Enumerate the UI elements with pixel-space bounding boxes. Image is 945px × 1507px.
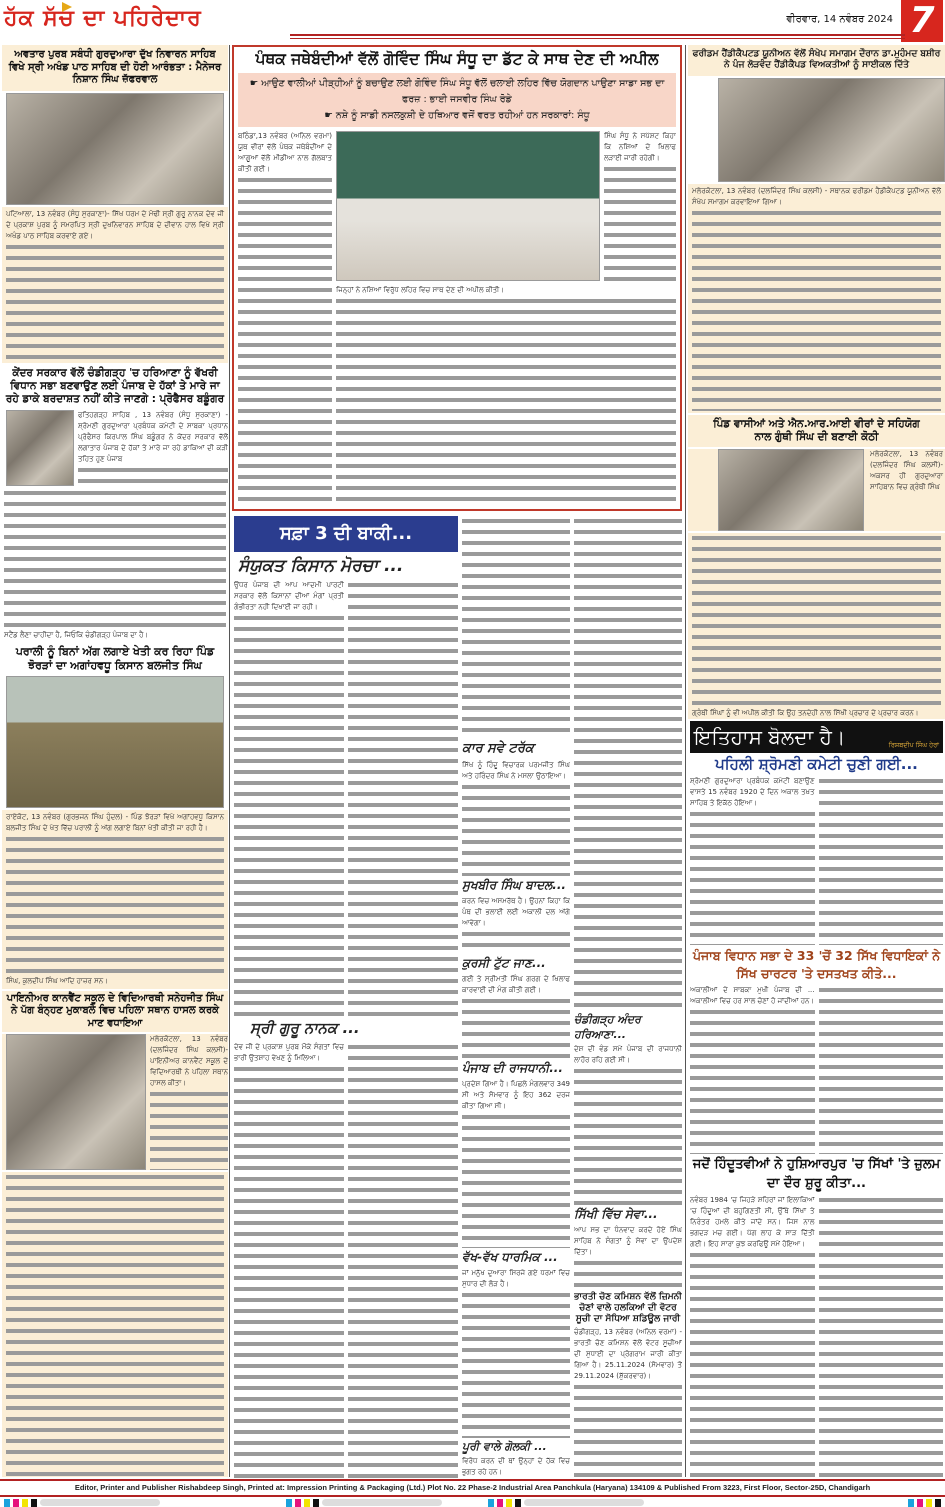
text-lines	[574, 516, 682, 1011]
text-lines	[348, 580, 458, 1016]
article-body	[78, 410, 228, 486]
cmyk-mark	[917, 1499, 923, 1507]
cmyk-mark	[22, 1499, 28, 1507]
article-body	[462, 1268, 570, 1438]
headline-handicapped-union: ਫਰੀਡਮ ਹੈਂਡੀਕੈਪਟਡ ਯੂਨੀਅਨ ਵੱਲੋਂ ਸੰਖੇਪ ਸਮਾਗਮ ਦੌਰਾਨ ਡਾ.ਮੁਹੰਮਦ ਬਸ਼ੀਰ ਨੇ ਪੰਜ ਲੋੜਵੰਦ ਹੈਂਡੀਕੈਪਡ ਵਿਅਕਤੀਆਂ ਨੂੰ ਸਾਈਕਲ ਦਿੱਤੇ	[688, 45, 945, 76]
article-body	[2, 1172, 228, 1477]
section-title: ਸਿੱਖੀ ਵਿੱਚ ਸੇਵਾ...	[574, 1207, 658, 1222]
section-title: ਸੁਖਬੀਰ ਸਿੰਘ ਬਾਦਲ...	[462, 878, 566, 893]
body-text: ਦੇਸ਼ ਦੀ ਵੰਡ ਸਮੇਂ ਪੰਜਾਬ ਦੀ ਰਾਜਧਾਨੀ ਲਾਹੌਰ ਰਹਿ ਗਈ ਸੀ।	[574, 1044, 682, 1064]
text-lines	[6, 1172, 224, 1477]
main-body	[238, 131, 676, 506]
photo-granthi	[718, 449, 864, 531]
cmyk-mark	[926, 1499, 932, 1507]
registration-marks	[0, 1498, 945, 1507]
pioneer-row	[2, 1034, 228, 1170]
body-text: ਗ੍ਰੰਥੀ ਸਿੰਘਾਂ ਨੂੰ ਵੀ ਅਪੀਲ ਕੀਤੀ ਕਿ ਉਹ ਤਨਦੇਹੀ ਨਾਲ ਸਿੱਖੀ ਪ੍ਰਚਾਰ ਦੇ ਪ੍ਰਚਾਰ ਕਰਨ।	[692, 708, 919, 717]
article-body	[336, 285, 676, 506]
body-text: ਪਟਿਆਲਾ, 13 ਨਵੰਬਰ (ਸੰਧੂ ਸੁਰਕਾਣਾ)- ਸਿੱਖ ਧਰਮ ਦੇ ਮੋਢੀ ਸ੍ਰੀ ਗੁਰੂ ਨਾਨਕ ਦੇਵ ਜੀ ਦੇ ਪ੍ਰਕਾਸ਼ ਪੁਰਬ ਨੂੰ ਸਮਰਪਿਤ ਸ੍ਰੀ ਦੁਖਨਿਵਾਰਨ ਸਾਹਿਬ ਦੇ ਦੀਵਾਨ ਹਾਲ ਵਿਖੇ ਸ੍ਰੀ ਅਖੰਡ ਪਾਠ ਸਾਹਿਬ ਕਰਵਾਏ ਗਏ।	[6, 209, 224, 240]
body-text: ਵਿਰੋਧ ਕਰਨ ਦੀ ਥਾਂ ਉਨ੍ਹਾਂ ਦੇ ਹੱਕ ਵਿਚ ਭੁਗਤ ਰਹੇ ਹਨ।	[462, 1457, 570, 1476]
article-body	[690, 985, 815, 1154]
cmyk-mark	[488, 1499, 494, 1507]
text-lines	[6, 242, 224, 361]
history-title: ਇਤਿਹਾਸ ਬੋਲਦਾ ਹੈ।	[694, 724, 846, 749]
body-text: ਜਾਂ ਮਨੁੱਖ ਦੁਆਰਾ ਸਿਰਜੇ ਗਏ ਧਰਮਾਂ ਵਿਚ ਸੁਧਾਰ ਦੀ ਲੋੜ ਹੈ।	[462, 1268, 570, 1288]
section-title: ਸੰਯੁਕਤ ਕਿਸਾਨ ਮੋਰਚਾ ...	[238, 556, 404, 576]
gray-bar	[322, 1499, 442, 1506]
article-body	[348, 580, 458, 1016]
cmyk-mark	[4, 1499, 10, 1507]
photo-student	[6, 1034, 146, 1170]
headline-pioneer-school: ਪਾਇਨੀਅਰ ਕਾਨਵੈਂਟ ਸਕੂਲ ਦੇ ਵਿਦਿਆਰਥੀ ਸਨੇਹਜੀਤ ਸਿੰਘ ਨੇ ਪੱਗ ਬੰਨ੍ਹਣ ਮੁਕਾਬਲੇ ਵਿਚ ਪਹਿਲਾ ਸਥਾਨ ਹਾਸਲ ਕਰਕੇ ਮਾਣ ਵਧਾਇਆ	[2, 991, 228, 1033]
text-lines	[819, 1195, 944, 1477]
body-row	[688, 1195, 945, 1477]
text-lines	[4, 488, 226, 629]
logo-flag-icon	[62, 2, 72, 12]
body-text: ਉਧਰ ਪੰਜਾਬ ਦੀ ਆਪ ਆਦਮੀ ਪਾਰਟੀ ਸਰਕਾਰ ਵੱਲੋਂ ਕਿਸਾਨਾਂ ਦੀਆਂ ਮੰਗਾਂ ਪ੍ਰਤੀ ਗੰਭੀਰਤਾ ਨਹੀਂ ਦਿਖਾਈ ਜਾ ਰਹੀ।	[234, 581, 344, 612]
photo-badungar	[6, 410, 74, 486]
body-text: ਸਿੱਖ ਨੂੰ ਹਿੰਦੂ ਵਿਚਾਰਕ ਪਰਮਜੀਤ ਸਿੰਘ ਅਤੇ ਹਰਿੰਦਰ ਸਿੰਘ ਨੇ ਮਸਲਾ ਉਠਾਇਆ।	[462, 760, 570, 780]
headline-election-commission: ਭਾਰਤੀ ਚੋਣ ਕਮਿਸ਼ਨ ਵੱਲੋਂ ਜ਼ਿਮਨੀ ਚੋਣਾਂ ਵਾਲੇ ਹਲਕਿਆਂ ਦੀ ਵੋਟਰ ਸੂਚੀ ਦਾ ਸੋਧਿਆ ਸ਼ਡਿਊਲ ਜਾਰੀ	[574, 1291, 682, 1325]
body-text: ਪ੍ਰਦੇਸ਼ ਗਿਆ ਹੈ। ਪਿਛਲੇ ਮੰਗਲਵਾਰ 349 ਸੀ ਅਤੇ ਸੋਮਵਾਰ ਨੂੰ ਇਹ 362 ਦਰਜ ਕੀਤਾ ਗਿਆ ਸੀ।	[462, 1079, 570, 1110]
body-text: ਨਵੰਬਰ 1984 'ਚ ਜਿਹੜੇ ਸ਼ਹਿਰਾਂ ਜਾਂ ਇਲਾਕਿਆਂ 'ਚ ਹਿੰਦੂਆਂ ਦੀ ਬਹੁਗਿਣਤੀ ਸੀ, ਉੱਥੇ ਸਿੱਖਾਂ ਤੇ ਨਿਰੰਤਰ ਹਮਲੇ ਕੀਤੇ ਜਾਂਦੇ ਸਨ। ਜਿਸ ਨਾਲ ਭਗਦੜ ਮਚ ਗਈ। ਪੱਗ ਲਾਹ ਕੇ ਸਾੜ ਦਿੱਤੀ ਗਈ। ਇਹ ਸਾਰਾ ਕੁਝ ਕਰਫਿਊ ਸਮੇਂ ਹੋਇਆ।	[690, 1196, 815, 1249]
column-divider	[685, 45, 686, 1477]
article-body	[462, 1079, 570, 1249]
section-title: ਵੱਖ-ਵੱਖ ਧਾਰਮਿਕ ...	[462, 1250, 558, 1265]
body-text: ਸਿੰਘ ਸੰਧੂ ਨੇ ਸਪੱਸ਼ਟ ਕਿਹਾ ਕਿ ਨਸ਼ਿਆਂ ਦੇ ਖਿਲਾਫ ਲੜਾਈ ਜਾਰੀ ਰਹੇਗੀ।	[604, 132, 676, 163]
article-body	[462, 896, 570, 954]
body-text: ਸਟੈਂਡ ਲੈਣਾ ਚਾਹੀਦਾ ਹੈ, ਜਿਓਕਿ ਚੰਡੀਗੜ੍ਹ ਪੰਜਾਬ ਦਾ ਹੈ।	[4, 630, 149, 639]
gray-bar	[40, 1499, 160, 1506]
article-body	[462, 974, 570, 1059]
subhead-jasvir-rode: ☛ ਆਉਣ ਵਾਲੀਆਂ ਪੀੜ੍ਹੀਆਂ ਨੂੰ ਬਚਾਉਣ ਲਈ ਗੋਵਿੰਦ ਸਿੰਘ ਸੰਧੂ ਵੱਲੋਂ ਚਲਾਈ ਲਹਿਰ ਵਿੱਚ ਯੋਗਦਾਨ ਪਾਉਣਾ ਸਾਡਾ ਸਭ ਦਾ ਫਰਜ਼ : ਭਾਈ ਜਸਵੀਰ ਸਿੰਘ ਰੋਡੇ	[249, 78, 665, 106]
text-lines	[819, 985, 944, 1154]
text-lines	[6, 834, 224, 975]
masthead	[0, 0, 945, 44]
section-title: ਚੰਡੀਗੜ੍ਹ ਅੰਦਰ ਹਰਿਆਣਾ...	[574, 1013, 641, 1041]
text-lines	[690, 1007, 815, 1154]
article-body	[868, 449, 945, 531]
article-body	[604, 131, 676, 281]
text-lines	[692, 533, 941, 708]
body-text: ਮਲੇਰਕੋਟਲਾ, 13 ਨਵੰਬਰ (ਦਲਜਿੰਦਰ ਸਿੰਘ ਕਲਸੀ)- ਪਾਇਨੀਅਰ ਕਾਨਵੈਂਟ ਸਕੂਲ ਦੇ ਵਿਦਿਆਰਥੀ ਨੇ ਪਹਿਲਾ ਸਥਾਨ ਹਾਸਲ ਕੀਤਾ।	[150, 1035, 228, 1088]
article-body	[234, 1042, 344, 1478]
section-title: ਕਾਰ ਸਵੇ ਟਰੱਕ	[462, 740, 534, 756]
section-title: ਪੰਜਾਬ ਦੀ ਰਾਜਧਾਨੀ...	[462, 1060, 563, 1075]
article-body	[688, 533, 945, 719]
center-column-4	[574, 516, 682, 1478]
section-body-row	[234, 580, 458, 1016]
body-text: ਮਲੇਰਕੋਟਲਾ, 13 ਨਵੰਬਰ (ਦਲਜਿੰਦਰ ਸਿੰਘ ਕਲਸੀ) - ਸਥਾਨਕ ਫਰੀਡਮ ਹੈਂਡੀਕੈਪਟਡ ਯੂਨੀਅਨ ਵੱਲੋਂ ਸੰਖੇਪ ਸਮਾਗਮ ਕਰਵਾਇਆ ਗਿਆ।	[692, 186, 941, 206]
main-right	[336, 131, 676, 506]
subhead-sandhu: ☛ ਨਸ਼ੇ ਨੂੰ ਸਾਡੀ ਨਸਲਕੁਸ਼ੀ ਦੇ ਹਥਿਆਰ ਵਜੋਂ ਵਰਤ ਰਹੀਆਂ ਹਨ ਸਰਕਾਰਾਂ: ਸੰਧੂ	[324, 110, 590, 122]
main-subheads	[238, 73, 676, 127]
issue-date: ਵੀਰਵਾਰ, 14 ਨਵੰਬਰ 2024	[786, 14, 893, 25]
article-body	[690, 776, 815, 945]
text-lines	[348, 1042, 458, 1478]
headline-granthi-house: ਪਿੰਡ ਵਾਸੀਆਂ ਅਤੇ ਐਨ.ਆਰ.ਆਈ ਵੀਰਾਂ ਦੇ ਸਹਿਯੋਗ ਨਾਲ ਗੁੰਥੀ ਸਿੰਘ ਦੀ ਬਣਾਈ ਕੋਠੀ	[688, 415, 945, 447]
body-row	[688, 985, 945, 1154]
text-lines	[819, 776, 944, 945]
body-text: ਅਕਾਲੀਆਂ ਦੇ ਸਾਬਕਾ ਮੁਖੀ ਪੰਜਾਬ ਦੀ ... ਅਕਾਲੀਆਂ ਵਿਚ ਹਰ ਸਾਲ ਚੋਣਾਂ ਹੋ ਜਾਂਦੀਆਂ ਹਨ।	[690, 985, 815, 1005]
cmyk-mark	[304, 1499, 310, 1507]
cmyk-mark	[286, 1499, 292, 1507]
headline-hoshiarpur: ਜਦੋਂ ਹਿੰਦੂਤਵੀਆਂ ਨੇ ਹੁਸ਼ਿਆਰਪੁਰ 'ਚ ਸਿੱਖਾਂ 'ਤੇ ਜ਼ੁਲਮ ਦਾ ਦੌਰ ਸ਼ੁਰੂ ਕੀਤਾ...	[692, 1156, 941, 1191]
main-headline: ਪੰਥਕ ਜਥੇਬੰਦੀਆਂ ਵੱਲੋਂ ਗੋਵਿੰਦ ਸਿੰਘ ਸੰਧੂ ਦਾ ਡੱਟ ਕੇ ਸਾਥ ਦੇਣ ਦੀ ਅਪੀਲ	[255, 50, 659, 68]
history-banner	[690, 721, 943, 753]
body-text: ਦੇਵ ਜੀ ਦੇ ਪ੍ਰਕਾਸ਼ ਪੁਰਬ ਮੌਕੇ ਸੰਗਤਾਂ ਵਿਚ ਭਾਰੀ ਉਤਸ਼ਾਹ ਵੇਖਣ ਨੂੰ ਮਿਲਿਆ।	[234, 1042, 344, 1062]
logo: ਹੱਕ ਸੱਚ ਦਾ ਪਹਿਰੇਦਾਰ	[4, 6, 202, 31]
article-body	[574, 1225, 682, 1290]
column-divider	[229, 45, 230, 1477]
article-body	[574, 1327, 682, 1478]
text-lines	[690, 809, 815, 945]
article-body	[462, 760, 570, 877]
body-text: ਚੰਡੀਗੜ੍ਹ, 13 ਨਵੰਬਰ (ਅਨਿਲ ਵਰਮਾ) - ਭਾਰਤੀ ਚੋਣ ਕਮਿਸ਼ਨ ਵੱਲੋਂ ਵੋਟਰ ਸੂਚੀਆਂ ਦੀ ਸੁਧਾਈ ਦਾ ਪ੍ਰੋਗਰਾਮ ਜਾਰੀ ਕੀਤਾ ਗਿਆ ਹੈ। 25.11.2024 (ਸੋਮਵਾਰ) ਤੋਂ 29.11.2024 (ਸ਼ੁੱਕਰਵਾਰ)।	[574, 1328, 682, 1381]
text-lines	[574, 1066, 682, 1206]
headline-badungar: ਕੇਂਦਰ ਸਰਕਾਰ ਵੱਲੋਂ ਚੰਡੀਗੜ੍ਹ 'ਚ ਹਰਿਆਣਾ ਨੂੰ ਵੱਖਰੀ ਵਿਧਾਨ ਸਭਾ ਬਣਵਾਉਣ ਲਈ ਪੰਜਾਬ ਦੇ ਹੱਕਾਂ ਤੇ ਮਾਰੇ ਜਾ ਰਹੇ ਡਾਕੇ ਬਰਦਾਸ਼ਤ ਨਹੀਂ ਕੀਤੇ ਜਾਣਗੇ : ਪ੍ਰੋਫੈਸਰ ਬਡੂੰਗਰ	[5, 366, 225, 406]
text-lines	[574, 1258, 682, 1290]
headline-parali: ਪਰਾਲੀ ਨੂੰ ਬਿਨਾਂ ਅੱਗ ਲਗਾਏ ਖੇਤੀ ਕਰ ਰਿਹਾ ਪਿੰਡ ਝੋਰੜਾਂ ਦਾ ਅਗਾਂਹਵਧੂ ਕਿਸਾਨ ਬਲਜੀਤ ਸਿੰਘ	[15, 644, 215, 672]
body-text: ਫਤਿਹਗੜ੍ਹ ਸਾਹਿਬ , 13 ਨਵੰਬਰ (ਸੰਧੂ ਸੁਰਕਾਣਾ) - ਸ਼੍ਰੋਮਣੀ ਗੁਰਦੁਆਰਾ ਪ੍ਰਬੰਧਕ ਕਮੇਟੀ ਦੇ ਸਾਬਕਾ ਪ੍ਰਧਾਨ ਪ੍ਰੋਫੈਸਰ ਕਿਰਪਾਲ ਸਿੰਘ ਬਡੂੰਗਰ ਨੇ ਕੇਂਦਰ ਸਰਕਾਰ ਵੱਲੋਂ ਲਗਾਤਾਰ ਪੰਜਾਬ ਦੇ ਹੱਕਾਂ ਤੇ ਮਾਰੇ ਜਾ ਰਹੇ ਡਾਕਿਆਂ ਦੀ ਕੜੀ ਤਹਿਤ ਹੁਣ ਪੰਜਾਬ	[78, 411, 228, 464]
body-text: ਕਰਨ ਵਿਚ ਅਸਮਰੱਥ ਹੈ। ਉਹਨਾਂ ਕਿਹਾ ਕਿ ਪੰਥ ਦੀ ਭਲਾਈ ਲਈ ਅਕਾਲੀ ਦਲ ਅੱਗੇ ਆਵੇਗਾ।	[462, 897, 570, 928]
cmyk-mark	[935, 1499, 941, 1507]
headline-akhand-path: ਅਵਤਾਰ ਪੁਰਬ ਸਬੰਧੀ ਗੁਰਦੁਆਰਾ ਦੁੱਖ ਨਿਵਾਰਨ ਸਾਹਿਬ ਵਿਖੇ ਸ੍ਰੀ ਅਖੰਡ ਪਾਠ ਸਾਹਿਬ ਦੀ ਹੋਈ ਆਰੰਭਤਾ : ਮੈਨੇਜਰ ਨਿਸ਼ਾਨ ਸਿੰਘ ਜ਼ੱਫਰਵਾਲ	[2, 45, 228, 91]
headline-sikh-charter: ਪੰਜਾਬ ਵਿਧਾਨ ਸਭਾ ਦੇ 33 'ਚੋਂ 32 ਸਿੱਖ ਵਿਧਾਇਕਾਂ ਨੇ ਸਿੱਖ ਚਾਰਟਰ 'ਤੇ ਦਸਤਖਤ ਕੀਤੇ...	[692, 947, 941, 981]
text-lines	[692, 208, 941, 411]
page-number: 7	[901, 0, 943, 42]
section-title: ਸ੍ਰੀ ਗੁਰੂ ਨਾਨਕ ...	[250, 1019, 360, 1038]
article-body	[2, 207, 228, 363]
cmyk-mark	[313, 1499, 319, 1507]
text-lines	[336, 296, 676, 506]
imprint-text: Editor, Printer and Publisher Rishabdeep Singh, Printed at: Impression Printing & Packaging (Ltd.) Plot No. 22 Phase-2 Industrial Area Panchkula (Haryana) 134109 & Published From 3223, First Floor, Sector-25D, Chandigarh	[74, 1483, 871, 1492]
section-body-row	[234, 1042, 458, 1478]
masthead-rule	[290, 38, 905, 39]
cmyk-mark	[515, 1499, 521, 1507]
article-body	[690, 1195, 815, 1477]
body-text: ਸ਼੍ਰੋਮਣੀ ਗੁਰਦੁਆਰਾ ਪ੍ਰਬੰਧਕ ਕਮੇਟੀ ਬਣਾਉਣ ਵਾਸਤੇ 15 ਨਵੰਬਰ 1920 ਦੇ ਦਿਨ ਅਕਾਲ ਤਖ਼ਤ ਸਾਹਿਬ ਤੇ ਇਕੱਠ ਹੋਇਆ।	[690, 776, 815, 807]
text-lines	[574, 1382, 682, 1478]
article-body	[819, 985, 944, 1154]
article-body	[238, 131, 332, 506]
body-text: ਜਿਨ੍ਹਾਂ ਨੇ ਨਸ਼ਿਆਂ ਵਿਰੁੱਧ ਲਹਿਰ ਵਿਚ ਸਾਥ ਦੇਣ ਦੀ ਅਪੀਲ ਕੀਤੀ।	[336, 286, 504, 295]
text-lines	[234, 1064, 344, 1478]
center-column-3	[462, 516, 570, 1478]
body-text: ਬਠਿੰਡਾ,13 ਨਵੰਬਰ (ਅਨਿਲ ਵਰਮਾ) ਯੂਥ ਵੀਰਾਂ ਵੱਲੋਂ ਪੰਥਕ ਜਥੇਬੰਦੀਆਂ ਦੇ ਆਗੂਆਂ ਵੱਲੋਂ ਮੀਡੀਆ ਨਾਲ ਗੱਲਬਾਤ ਕੀਤੀ ਗਈ।	[238, 132, 332, 174]
text-lines	[462, 1112, 570, 1249]
masthead-rule	[290, 34, 905, 36]
continued-banner: ਸਫ਼ਾ 3 ਦੀ ਬਾਕੀ...	[234, 516, 458, 552]
section-title: ਪੂਰੀ ਵਾਲੇ ਗੋਲਕੀ ...	[462, 1439, 547, 1453]
article-body	[574, 516, 682, 1011]
photo-row	[336, 131, 676, 281]
cmyk-mark	[295, 1499, 301, 1507]
article-body	[2, 488, 228, 640]
history-byline: ਰਿਸ਼ਬਦੀਪ ਸਿੰਘ ਹੇਰਾਂ	[888, 741, 939, 750]
badungar-row	[2, 410, 228, 486]
text-lines	[234, 613, 344, 1016]
text-lines	[462, 996, 570, 1059]
photo-press-conference	[336, 131, 600, 281]
article-body	[574, 1044, 682, 1206]
continued-columns	[234, 516, 458, 1478]
section-title: ਕੁਰਸੀ ਟੁੱਟ ਜਾਣ...	[462, 956, 546, 971]
cmyk-mark	[31, 1499, 37, 1507]
body-text: ਮਲੇਰਕੋਟਲਾ, 13 ਨਵੰਬਰ (ਦਲਜਿੰਦਰ ਸਿੰਘ ਕਲਸੀ)- ਅਕਸਰ ਹੀ ਗੁਰਦੁਆਰਾ ਸਾਹਿਬਾਨ ਵਿਚ ਗ੍ਰੰਥੀ ਸਿੰਘ	[870, 450, 943, 492]
text-lines	[462, 516, 570, 739]
main-story	[232, 45, 682, 511]
cmyk-mark	[908, 1499, 914, 1507]
text-lines	[604, 164, 676, 281]
left-column	[2, 45, 228, 1477]
article-body	[2, 810, 228, 988]
text-lines	[78, 465, 228, 486]
article-body	[462, 1456, 570, 1478]
body-text: ਗਈ ਤੇ ਸ੍ਰੀਮਤੀ ਸਿੰਘ ਗਰਗ ਦੇ ਖਿਲਾਫ ਕਾਰਵਾਈ ਦੀ ਮੰਗ ਕੀਤੀ ਗਈ।	[462, 975, 570, 995]
right-column	[688, 45, 945, 1477]
gray-bar	[524, 1499, 644, 1506]
headline-first-sgpc: ਪਹਿਲੀ ਸ਼੍ਰੋਮਣੀ ਕਮੇਟੀ ਚੁਣੀ ਗਈ...	[715, 754, 918, 773]
granthi-row	[688, 449, 945, 531]
text-lines	[462, 929, 570, 954]
footer-imprint	[0, 1479, 945, 1497]
article-body	[819, 776, 944, 945]
article-body	[150, 1034, 228, 1170]
photo-tricycles	[718, 78, 945, 182]
body-text: ਰਾਏਕੋਟ, 13 ਨਵੰਬਰ (ਗੁਰਭਜਨ ਸਿੰਘ ਹੁੰਦਲ) - ਪਿੰਡ ਝੋਰੜਾਂ ਵਿਖੇ ਅਗਾਂਹਵਧੂ ਕਿਸਾਨ ਬਲਜੀਤ ਸਿੰਘ ਦੇ ਖੇਤ ਵਿੱਚ ਪਰਾਲੀ ਨੂੰ ਅੱਗ ਲਗਾਏ ਬਿਨਾਂ ਖੇਤੀ ਕੀਤੀ ਜਾ ਰਹੀ ਹੈ।	[6, 813, 224, 833]
article-body	[234, 580, 344, 1016]
text-lines	[462, 1290, 570, 1438]
cmyk-mark	[13, 1499, 19, 1507]
body-text: ਆਪ ਸਭ ਦਾ ਧੰਨਵਾਦ ਕਰਦੇ ਹੋਏ ਸਿੰਘ ਸਾਹਿਬ ਨੇ ਸੰਗਤਾਂ ਨੂੰ ਸੇਵਾ ਦਾ ਉਪਦੇਸ਼ ਦਿੱਤਾ।	[574, 1225, 682, 1256]
cmyk-mark	[506, 1499, 512, 1507]
text-lines	[238, 175, 332, 506]
text-lines	[690, 1250, 815, 1477]
article-body	[462, 516, 570, 739]
body-text: ਸਿੰਘ, ਕੁਲਦੀਪ ਸਿੰਘ ਆਦਿ ਹਾਜ਼ਰ ਸਨ।	[6, 976, 108, 985]
article-body	[688, 184, 945, 413]
photo-akhand-path	[6, 93, 224, 205]
text-lines	[462, 782, 570, 877]
article-body	[819, 1195, 944, 1477]
text-lines	[150, 1089, 228, 1170]
article-body	[348, 1042, 458, 1478]
photo-tractor	[6, 676, 224, 808]
body-row	[688, 776, 945, 945]
cmyk-mark	[497, 1499, 503, 1507]
